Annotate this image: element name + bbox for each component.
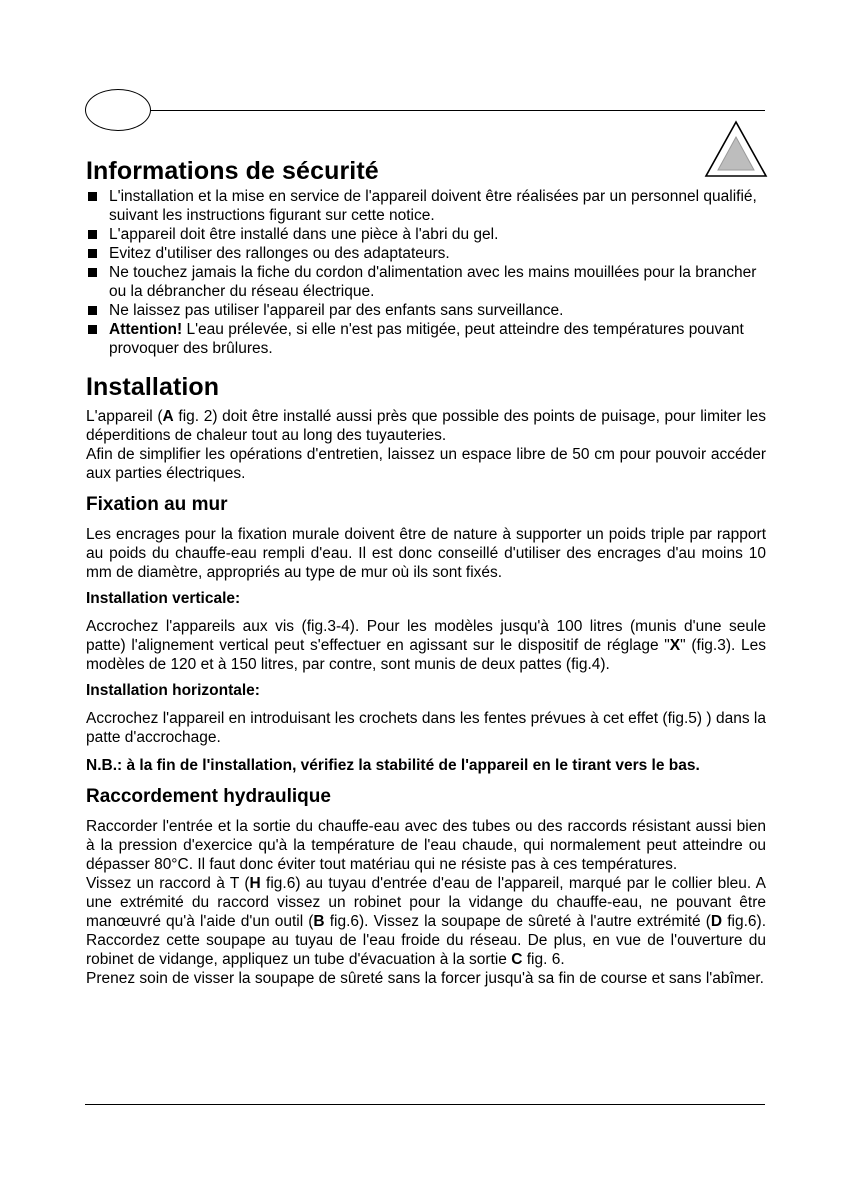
horizontal-install-paragraph: Accrochez l'appareil en introduisant les crochets dans les fentes prévues à cet effet (fig.5) ) dans la patte d'accrochage. [86,710,766,746]
installation-paragraph: Afin de simplifier les opérations d'entretien, laissez un espace libre de 50 cm pour pouvoir accéder aux parties électriques. [86,446,766,482]
safety-title: Informations de sécurité [86,157,379,185]
safety-item: L'installation et la mise en service de l'appareil doivent être réalisées par un personnel qualifié, suivant les instructions figurant sur cette notice. [86,187,766,225]
fixation-title: Fixation au mur [86,494,228,515]
square-bullet-icon [88,192,97,201]
vertical-install-title: Installation verticale: [86,590,241,607]
safety-item: Evitez d'utiliser des rallonges ou des adaptateurs. [86,244,766,263]
installation-title: Installation [86,373,220,401]
page-content [86,156,766,988]
vertical-install-paragraph: Accrochez l'appareils aux vis (fig.3-4). Pour les modèles jusqu'à 100 litres (munis d'une seule patte) l'alignement vertical peut s'effectuer en agissant sur le dispositif de réglage "X" (fig.3). Les modèles de 120 et à 150 litres, par contre, sont munis de deux pattes (fig.4). [86,618,766,673]
hydraulic-paragraph: Prenez soin de visser la soupape de sûreté sans la forcer jusqu'à sa fin de course et sans l'abîmer. [86,970,764,987]
square-bullet-icon [88,249,97,258]
stability-note: N.B.: à la fin de l'installation, vérifiez la stabilité de l'appareil en le tirant vers le bas. [86,757,700,774]
safety-list [86,187,766,358]
language-tab-oval [85,89,151,131]
safety-item: Ne laissez pas utiliser l'appareil par des enfants sans surveillance. [86,301,766,320]
footer-rule [85,1104,765,1105]
hydraulic-title: Raccordement hydraulique [86,786,331,807]
square-bullet-icon [88,230,97,239]
hydraulic-paragraph: Vissez un raccord à T (H fig.6) au tuyau d'entrée d'eau de l'appareil, marqué par le collier bleu. A une extrémité du raccord vissez un robinet pour la vidange du chauffe-eau, ne pouvant être manœuvré qu'à l'aide d'un outil (B fig.6). Vissez la soupape de sûreté à l'autre extrémité (D fig.6). Raccordez cette soupape au tuyau de l'eau froide du réseau. De plus, en vue de l'ouverture du robinet de vidange, appliquez un tube d'évacuation à la sortie C fig. 6. [86,875,766,968]
safety-item: Attention! L'eau prélevée, si elle n'est pas mitigée, peut atteindre des températures pouvant provoquer des brûlures. [86,320,766,358]
header-rule [150,110,765,111]
square-bullet-icon [88,325,97,334]
fixation-paragraph: Les encrages pour la fixation murale doivent être de nature à supporter un poids triple par rapport au poids du chauffe-eau rempli d'eau. Il est donc conseillé d'utiliser des encrages d'au moins 10 mm de diamètre, appropriés au type de mur où ils sont fixés. [86,526,766,581]
square-bullet-icon [88,306,97,315]
installation-paragraph: L'appareil (A fig. 2) doit être installé aussi près que possible des points de puisage, pour limiter les déperditions de chaleur tout au long des tuyauteries. [86,408,766,444]
hydraulic-paragraph: Raccorder l'entrée et la sortie du chauffe-eau avec des tubes ou des raccords résistant aussi bien à la pression d'exercice qu'à la température de l'eau chaude, qui normalement peut atteindre ou dépasser 80°C. Il faut donc éviter tout matériau qui ne résiste pas à ces températures. [86,818,766,873]
safety-item: Ne touchez jamais la fiche du cordon d'alimentation avec les mains mouillées pour la brancher ou la débrancher du réseau électrique. [86,263,766,301]
safety-item: L'appareil doit être installé dans une pièce à l'abri du gel. [86,225,766,244]
horizontal-install-title: Installation horizontale: [86,682,260,699]
square-bullet-icon [88,268,97,277]
